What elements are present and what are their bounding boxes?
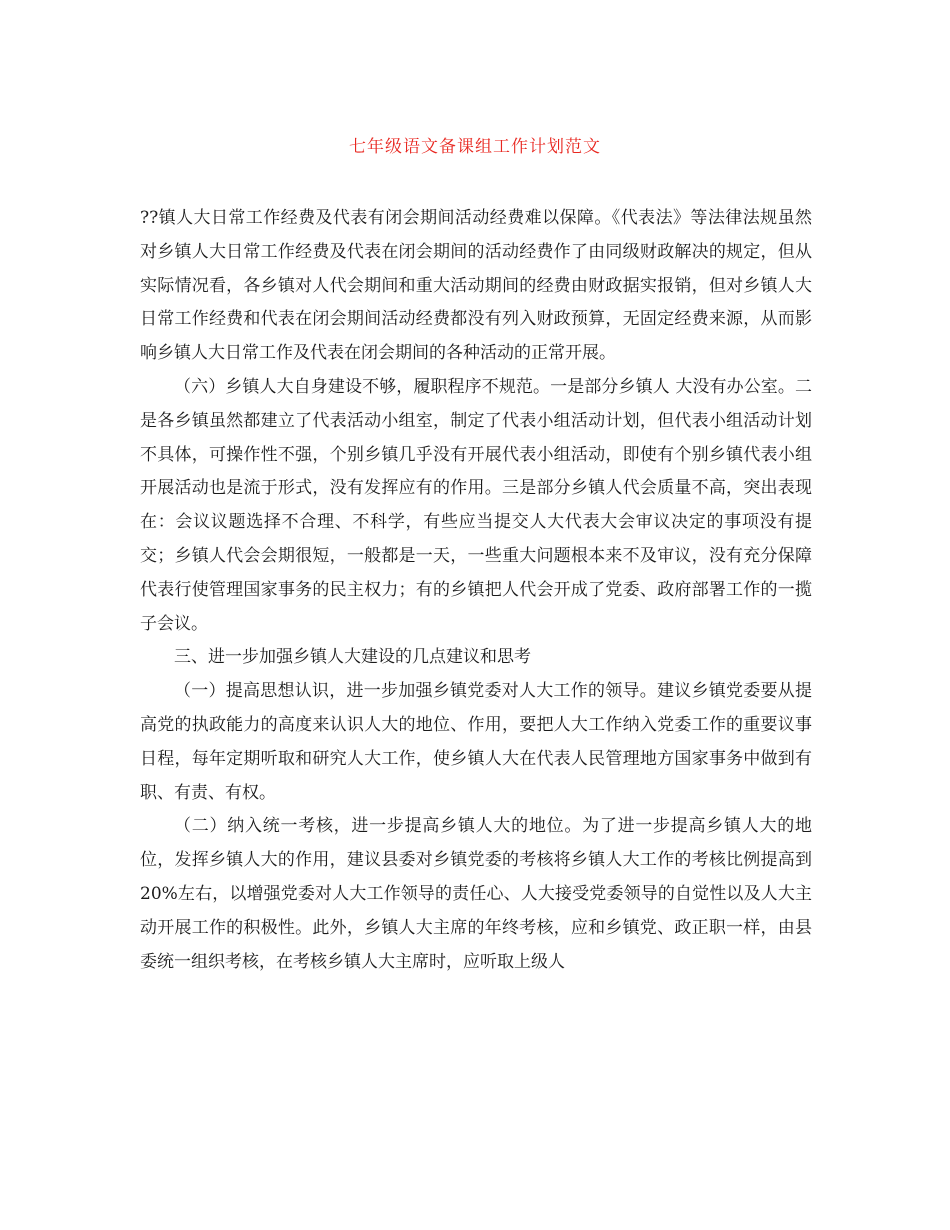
document-title: 七年级语文备课组工作计划范文 [349,137,601,157]
paragraph-self-construction: （六）乡镇人大自身建设不够，履职程序不规范。一是部分乡镇人 大没有办公室。二是各乡镇虽然都建立了代表活动小组室，制定了代表小组活动计划，但代表小组活动计划不具体，可操作性不强，个别乡镇几乎没有开展代表小组活动，即使有个别乡镇代表小组开展活动也是流于形式，没有发挥应有的作用。三是部分乡镇人代会质量不高，突出表现在：会议议题选择不合理、不科学，有些应当提交人大代表大会审议决定的事项没有提交；乡镇人代会会期很短，一般都是一天，一些重大问题根本来不及审议，没有充分保障代表行使管理国家事务的民主权力；有的乡镇把人代会开成了党委、政府部署工作的一揽子会议。 [140,376,812,634]
paragraph-funding: ??镇人大日常工作经费及代表有闭会期间活动经费难以保障。《代表法》等法律法规虽然对乡镇人大日常工作经费及代表在闭会期间的活动经费作了由同级财政解决的规定，但从实际情况看，各乡镇对人代会期间和重大活动期间的经费由财政据实报销，但对乡镇人大日常工作经费和代表在闭会期间活动经费都没有列入财政预算，无固定经费来源，从而影响乡镇人大日常工作及代表在闭会期间的各种活动的正常开展。 [140,208,812,364]
paragraph-suggestion-two: （二）纳入统一考核，进一步提高乡镇人大的地位。为了进一步提高乡镇人大的地位，发挥乡镇人大的作用，建议县委对乡镇党委的考核将乡镇人大工作的考核比例提高到20%左右，以增强党委对人大工作领导的责任心、人大接受党委领导的自觉性以及人大主动开展工作的积极性。此外，乡镇人大主席的年终考核，应和乡镇党、政正职一样，由县委统一组织考核，在考核乡镇人大主席时，应听取上级人 [140,816,812,972]
section-heading-suggestions: 三、进一步加强乡镇人大建设的几点建议和思考 [174,647,531,668]
paragraph-suggestion-one: （一）提高思想认识，进一步加强乡镇党委对人大工作的领导。建议乡镇党委要从提高党的执政能力的高度来认识人大的地位、作用，要把人大工作纳入党委工作的重要议事日程，每年定期听取和研究人大工作，使乡镇人大在代表人民管理地方国家事务中做到有职、有责、有权。 [140,681,812,803]
document-body [140,202,812,979]
